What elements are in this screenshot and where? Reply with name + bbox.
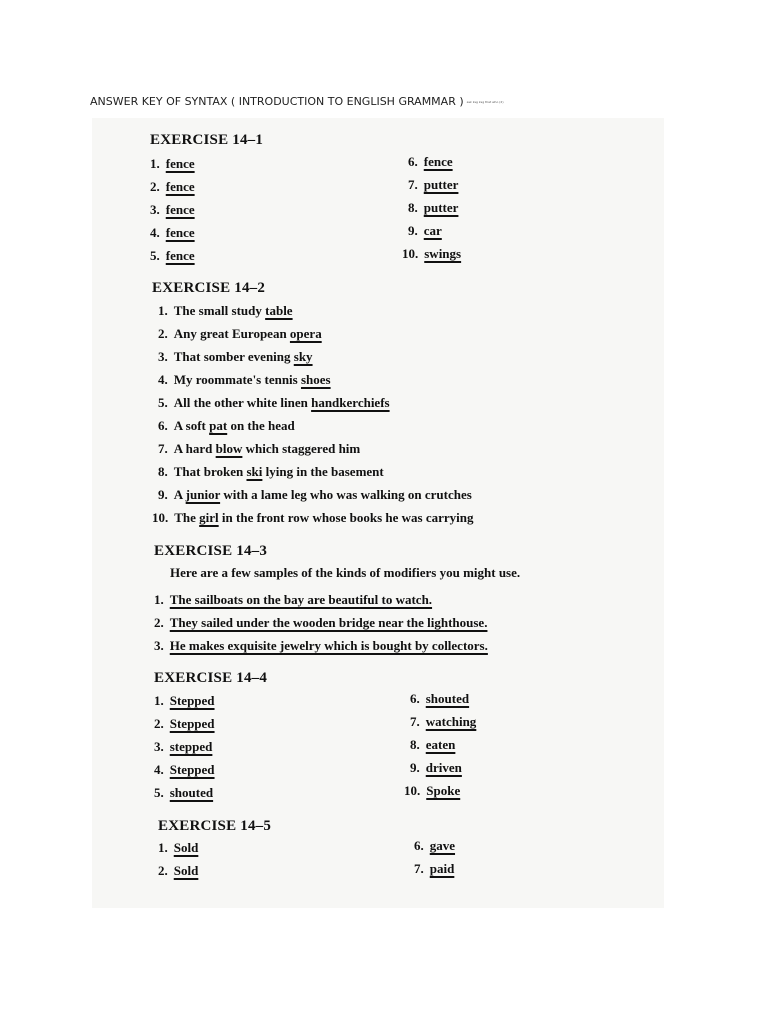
item-number: 7. (158, 441, 168, 456)
item-post: with a lame leg who was walking on crutches (220, 487, 472, 502)
item-number: 10. (402, 246, 419, 261)
item-post: lying in the basement (262, 464, 384, 479)
item-number: 8. (158, 464, 168, 479)
ex4-item-9 (410, 760, 462, 776)
item-answer: fence (423, 154, 453, 169)
ex2-item-8 (158, 464, 384, 480)
ex1-item-7 (408, 177, 458, 193)
ex2-item-6 (158, 418, 295, 434)
item-answer: swings (424, 246, 462, 261)
item-pre: All the other white linen (173, 395, 312, 410)
item-number: 2. (154, 615, 164, 630)
ex4-item-2 (154, 716, 215, 732)
ex2-item-7 (158, 441, 360, 457)
item-number: 1. (154, 592, 164, 607)
item-number: 1. (158, 840, 168, 855)
ex1-item-3 (150, 202, 195, 218)
exercise-14-2-title: EXERCISE 14–2 (152, 280, 266, 296)
item-number: 6. (408, 154, 418, 169)
item-number: 2. (158, 863, 168, 878)
item-number: 6. (414, 838, 424, 853)
item-number: 6. (410, 691, 420, 706)
ex1-item-8 (408, 200, 458, 216)
item-answer: car (423, 223, 442, 238)
item-number: 9. (410, 760, 420, 775)
item-number: 8. (408, 200, 418, 215)
item-head: sky (293, 349, 313, 364)
header-note: ask ksg ksg that who (2) (466, 100, 504, 104)
item-number: 7. (408, 177, 418, 192)
ex1-item-4 (150, 225, 195, 241)
item-number: 3. (154, 638, 164, 653)
item-number: 9. (158, 487, 168, 502)
item-number: 2. (154, 716, 164, 731)
ex2-item-4 (158, 372, 331, 388)
ex5-item-7 (414, 861, 454, 877)
ex3-item-2 (154, 615, 487, 631)
item-number: 4. (154, 762, 164, 777)
item-number: 6. (158, 418, 168, 433)
exercise-14-4-title: EXERCISE 14–4 (154, 670, 268, 686)
item-answer: fence (165, 202, 195, 217)
ex5-item-6 (414, 838, 455, 854)
item-answer: watching (425, 714, 477, 729)
item-head: blow (215, 441, 243, 456)
ex4-item-4 (154, 762, 215, 778)
exercise-14-1-title: EXERCISE 14–1 (150, 132, 264, 148)
item-number: 2. (150, 179, 160, 194)
item-head: junior (185, 487, 221, 502)
ex1-item-5 (150, 248, 195, 264)
item-answer: Stepped (169, 716, 215, 731)
ex2-item-1 (158, 303, 293, 319)
ex2-item-10 (152, 510, 474, 526)
ex3-item-1 (154, 592, 432, 608)
ex1-item-10 (402, 246, 461, 262)
item-number: 9. (408, 223, 418, 238)
item-sentence: The sailboats on the bay are beautiful to watch. (169, 592, 433, 607)
item-pre: That broken (173, 464, 247, 479)
item-post: which staggered him (242, 441, 361, 456)
item-answer: putter (423, 200, 459, 215)
item-answer: paid (429, 861, 455, 876)
item-sentence: They sailed under the wooden bridge near the lighthouse. (169, 615, 488, 630)
ex5-item-2 (158, 863, 198, 879)
ex5-item-1 (158, 840, 198, 856)
item-number: 5. (150, 248, 160, 263)
ex1-item-1 (150, 156, 195, 172)
item-pre: The small study (173, 303, 266, 318)
item-answer: Spoke (426, 783, 461, 798)
item-head: ski (246, 464, 263, 479)
item-pre: My roommate's tennis (173, 372, 301, 387)
item-head: shoes (300, 372, 331, 387)
item-number: 1. (154, 693, 164, 708)
ex1-item-6 (408, 154, 453, 170)
item-number: 3. (154, 739, 164, 754)
item-answer: Stepped (169, 693, 215, 708)
document-title: ANSWER KEY OF SYNTAX ( INTRODUCTION TO ENGLISH GRAMMAR ) (90, 95, 464, 108)
item-number: 4. (158, 372, 168, 387)
item-answer: putter (423, 177, 459, 192)
item-pre: That somber evening (173, 349, 294, 364)
ex2-item-5 (158, 395, 390, 411)
item-number: 3. (158, 349, 168, 364)
ex2-item-9 (158, 487, 472, 503)
item-number: 8. (410, 737, 420, 752)
item-number: 10. (152, 510, 169, 525)
item-pre: A hard (173, 441, 216, 456)
item-answer: fence (165, 225, 195, 240)
exercise-14-5-title: EXERCISE 14–5 (158, 818, 272, 834)
ex4-item-8 (410, 737, 455, 753)
item-head: pat (209, 418, 228, 433)
item-answer: fence (165, 179, 195, 194)
answer-key-scan (92, 118, 664, 908)
item-number: 10. (404, 783, 421, 798)
item-head: handkerchiefs (311, 395, 390, 410)
item-pre: A (173, 487, 186, 502)
item-number: 3. (150, 202, 160, 217)
item-post: in the front row whose books he was carrying (218, 510, 474, 525)
ex3-intro: Here are a few samples of the kinds of modifiers you might use. (170, 565, 521, 580)
ex4-item-10 (404, 783, 460, 799)
exercise-14-3-title: EXERCISE 14–3 (154, 543, 268, 559)
document-header (90, 95, 504, 108)
item-number: 5. (154, 785, 164, 800)
item-pre: The (174, 510, 200, 525)
item-pre: Any great European (173, 326, 290, 341)
item-number: 2. (158, 326, 168, 341)
item-number: 5. (158, 395, 168, 410)
ex1-item-2 (150, 179, 195, 195)
item-answer: eaten (425, 737, 456, 752)
item-number: 1. (150, 156, 160, 171)
ex4-item-5 (154, 785, 213, 801)
item-head: girl (199, 510, 219, 525)
item-answer: driven (425, 760, 462, 775)
item-answer: Sold (173, 863, 199, 878)
item-answer: fence (165, 248, 195, 263)
item-sentence: He makes exquisite jewelry which is bought by collectors. (169, 638, 488, 653)
ex2-item-2 (158, 326, 322, 342)
ex1-item-9 (408, 223, 442, 239)
item-pre: A soft (173, 418, 210, 433)
item-answer: gave (429, 838, 456, 853)
ex3-item-3 (154, 638, 488, 654)
item-answer: shouted (425, 691, 470, 706)
item-answer: fence (165, 156, 195, 171)
ex4-item-3 (154, 739, 212, 755)
ex4-item-1 (154, 693, 215, 709)
item-post: on the head (227, 418, 295, 433)
ex2-item-3 (158, 349, 313, 365)
item-number: 4. (150, 225, 160, 240)
item-answer: stepped (169, 739, 213, 754)
item-answer: shouted (169, 785, 214, 800)
item-number: 7. (410, 714, 420, 729)
item-number: 7. (414, 861, 424, 876)
item-head: opera (289, 326, 322, 341)
ex4-item-6 (410, 691, 469, 707)
item-head: table (265, 303, 293, 318)
item-answer: Stepped (169, 762, 215, 777)
ex4-item-7 (410, 714, 476, 730)
item-number: 1. (158, 303, 168, 318)
item-answer: Sold (173, 840, 199, 855)
